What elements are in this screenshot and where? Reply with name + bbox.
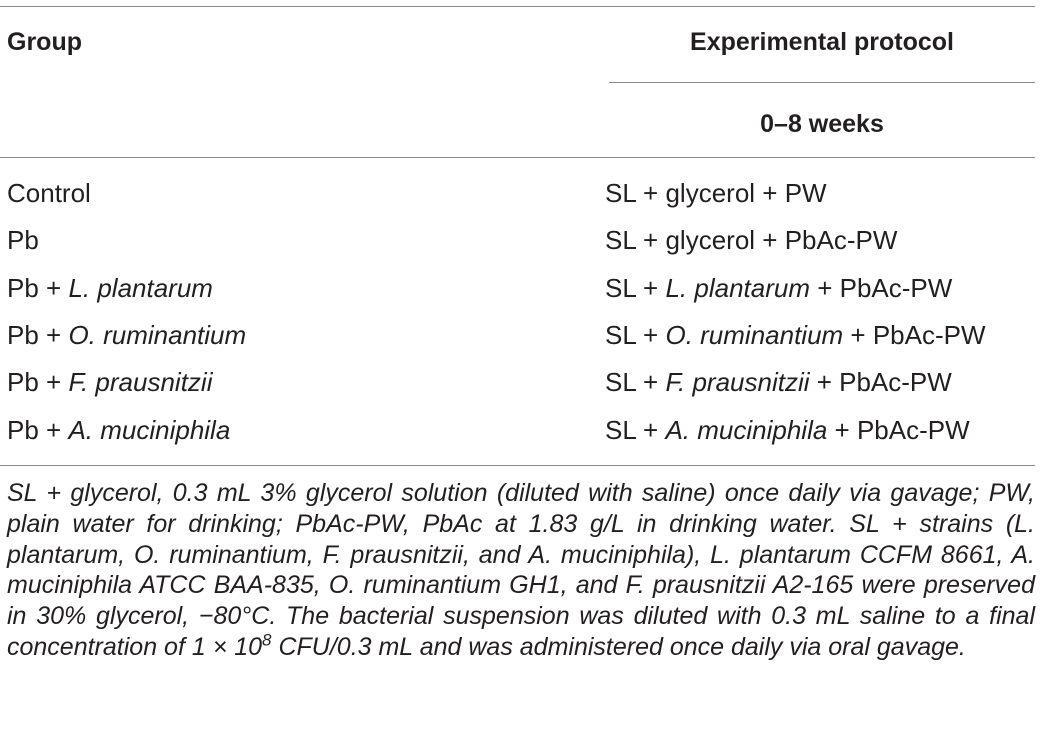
protocol-text-tail: + PbAc-PW	[843, 320, 986, 350]
footnote-text-tail: CFU/0.3 mL and was administered once daily via oral gavage.	[271, 632, 966, 661]
species-name: F. prausnitzii	[665, 367, 810, 397]
header-subrule	[609, 82, 1035, 83]
species-name: A. muciniphila	[68, 415, 231, 445]
species-name: L. plantarum	[68, 273, 213, 303]
species-name: F. prausnitzii	[68, 367, 213, 397]
group-cell	[7, 178, 91, 208]
protocol-cell	[605, 367, 952, 397]
group-cell	[7, 367, 212, 397]
table-row	[0, 225, 1043, 272]
header-period: 0–8 weeks	[760, 110, 884, 138]
group-text: Pb	[7, 225, 39, 255]
protocol-cell	[605, 225, 897, 255]
protocol-text: SL + glycerol + PbAc-PW	[605, 225, 898, 255]
species-name: L. plantarum	[665, 273, 810, 303]
table-row	[0, 178, 1043, 225]
group-text: Control	[7, 178, 91, 208]
protocol-cell	[605, 320, 986, 350]
protocol-text-tail: + PbAc-PW	[827, 415, 970, 445]
footnote-text: SL + glycerol, 0.3 mL 3% glycerol solution (diluted with saline) once daily via gavage; PW, plain water for drinking; PbAc-PW, PbAc at 1.83 g/L in drinking water. SL + strains (L. plantarum, O. ruminantium, F. prausnitzii, and A. muciniphila), L. plantarum CCFM 8661, A. muciniphila ATCC BAA-835, O. ruminantium GH1, and F. prausnitzii A2-165 were preserved in 30% glycerol, −80°C. The bacterial suspension was diluted with 0.3 mL saline to a final concentration of 1 × 10	[7, 479, 1035, 661]
group-text: Pb +	[7, 273, 69, 303]
group-cell	[7, 273, 213, 303]
footnote-exponent: 8	[262, 630, 272, 650]
species-name: O. ruminantium	[665, 320, 844, 350]
table-row	[0, 415, 1043, 462]
table-bottom-rule	[0, 465, 1035, 466]
protocol-text-tail: + PbAc-PW	[810, 273, 953, 303]
header-experimental-protocol: Experimental protocol	[690, 28, 954, 56]
group-cell	[7, 225, 39, 255]
group-cell	[7, 320, 246, 350]
table-row	[0, 367, 1043, 414]
group-cell	[7, 415, 230, 445]
group-text: Pb +	[7, 320, 69, 350]
protocol-text: SL + glycerol + PW	[605, 178, 827, 208]
protocol-text: SL +	[605, 320, 666, 350]
group-text: Pb +	[7, 367, 69, 397]
protocol-cell	[605, 178, 827, 208]
species-name: A. muciniphila	[665, 415, 828, 445]
protocol-text: SL +	[605, 273, 666, 303]
protocol-cell	[605, 415, 970, 445]
table-row	[0, 320, 1043, 367]
protocol-text: SL +	[605, 415, 666, 445]
protocol-text: SL +	[605, 367, 666, 397]
header-group: Group	[7, 28, 82, 56]
table-footnote	[7, 478, 1035, 663]
table-top-rule	[0, 6, 1035, 7]
group-text: Pb +	[7, 415, 69, 445]
header-bottom-rule	[0, 157, 1035, 158]
species-name: O. ruminantium	[68, 320, 247, 350]
protocol-text-tail: + PbAc-PW	[809, 367, 952, 397]
table-row	[0, 273, 1043, 320]
protocol-cell	[605, 273, 952, 303]
